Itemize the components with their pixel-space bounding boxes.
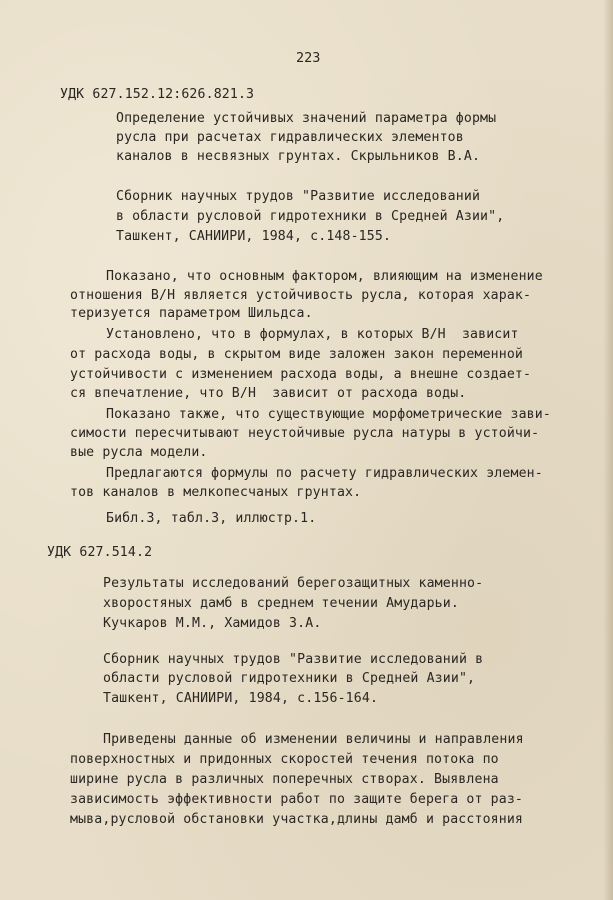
source-line: Ташкент, САНИИРИ, 1984, с.156-164. — [103, 691, 379, 706]
entry-title-line: Определение устойчивых значений параметра формы — [116, 111, 497, 126]
bibliography-line: Библ.3, табл.3, иллюстр.1. — [106, 511, 317, 526]
abstract-line: вые русла модели. — [70, 445, 208, 460]
entry-title-line: каналов в несвязных грунтах. Скрыльников В.А. — [116, 149, 481, 164]
abstract-line: тов каналов в мелкопесчаных грунтах. — [70, 485, 362, 500]
udc-code: УДК 627.514.2 — [47, 545, 153, 560]
entry-title-line: Результаты исследований берегозащитных каменно- — [103, 576, 484, 591]
abstract-line: от расхода воды, в скрытом виде заложен закон переменной — [70, 347, 524, 362]
abstract-line: Установлено, что в формулах, в которых B/H зависит — [106, 327, 519, 342]
page-number: 223 — [296, 50, 321, 66]
abstract-line: Показано, что основным фактором, влияющим на изменение — [106, 269, 543, 284]
source-line: области русловой гидротехники в Средней Азии", — [103, 671, 476, 686]
abstract-line: зависимость эффективности работ по защите берега от раз- — [70, 792, 524, 807]
abstract-line: мыва,русловой обстановки участка,длины дамб и расстояния — [70, 812, 524, 827]
source-line: Сборник научных трудов "Развитие исследований в — [103, 652, 484, 667]
entry-title-line: русла при расчетах гидравлических элементов — [116, 130, 464, 145]
abstract-line: теризуется параметром Шильдса. — [70, 306, 313, 321]
abstract-line: отношения B/H является устойчивость русла, которая харак- — [70, 288, 532, 303]
abstract-line: Предлагаются формулы по расчету гидравлических элемен- — [106, 466, 543, 481]
abstract-line: ся впечатление, что B/H зависит от расхода воды. — [70, 386, 467, 401]
abstract-line: Приведены данные об изменении величины и направления — [103, 732, 524, 747]
entry-title-line: Кучкаров М.М., Хамидов З.А. — [103, 616, 322, 631]
source-line: Ташкент, САНИИРИ, 1984, с.148-155. — [116, 229, 392, 244]
abstract-line: симости пересчитывают неустойчивые русла натуры в устойчи- — [70, 426, 540, 441]
abstract-line: Показано также, что существующие морфометрические зави- — [106, 407, 551, 422]
abstract-line: устойчивости с изменением расхода воды, а внешне создает- — [70, 367, 532, 382]
source-line: Сборник научных трудов "Развитие исследований — [116, 189, 481, 204]
page-edge-shadow — [603, 0, 613, 900]
abstract-line: поверхностных и придонных скоростей течения потока по — [70, 752, 499, 767]
udc-code: УДК 627.152.12:626.821.3 — [60, 87, 255, 102]
abstract-line: ширине русла в различных поперечных створах. Выявлена — [70, 772, 499, 787]
source-line: в области русловой гидротехники в Средней Азии", — [116, 209, 505, 224]
entry-title-line: хворостяных дамб в среднем течении Амударьи. — [103, 596, 459, 611]
